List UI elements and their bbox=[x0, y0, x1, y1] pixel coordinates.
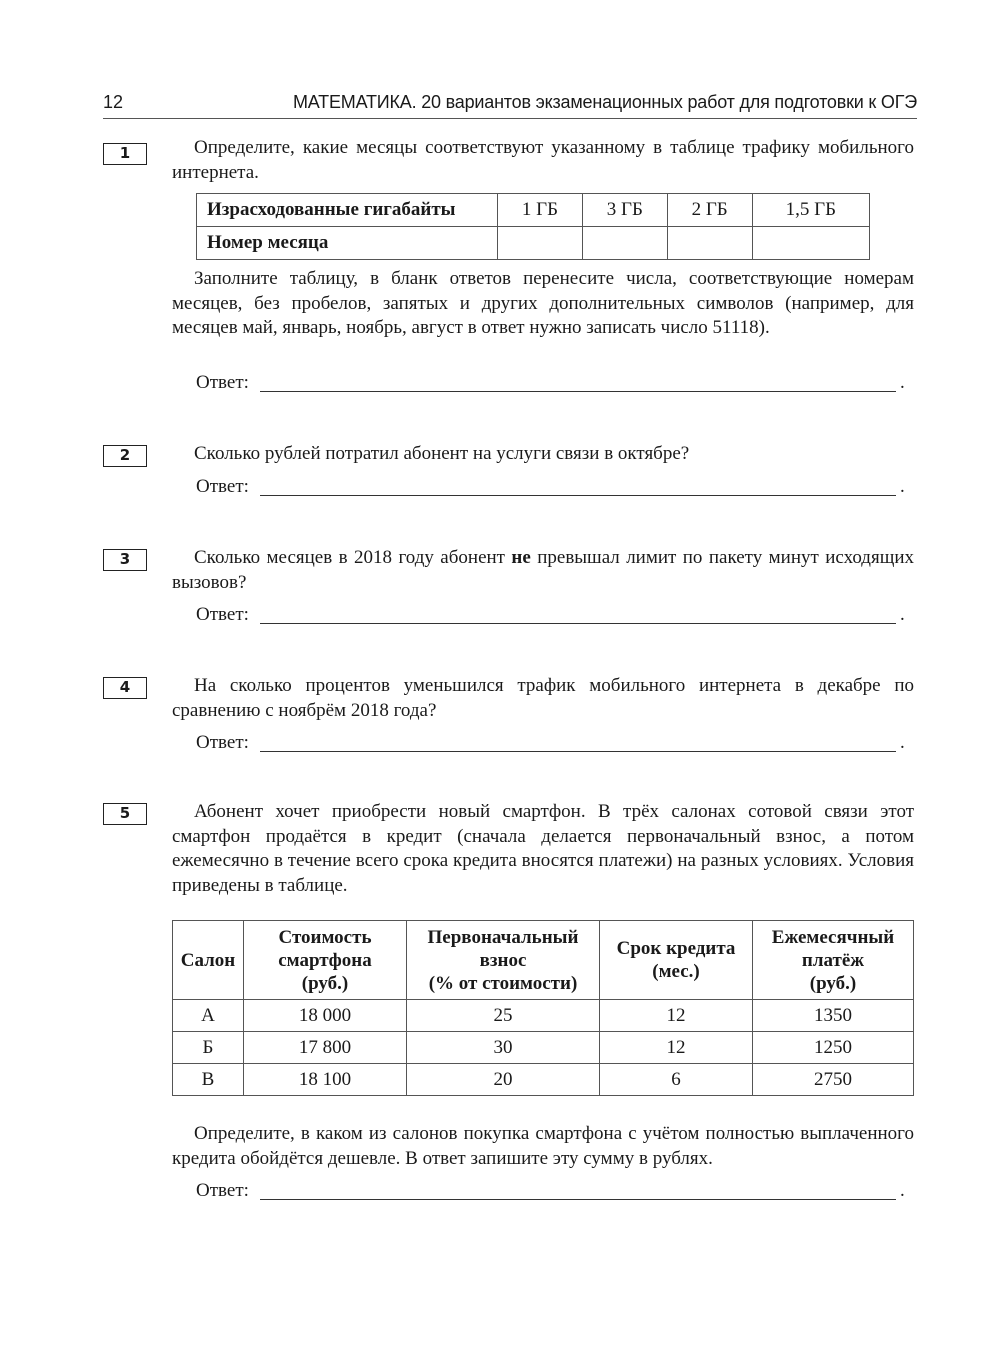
answer-line[interactable] bbox=[260, 1199, 896, 1200]
task-number-box: 1 bbox=[103, 143, 147, 165]
task-3-question-part: Сколько месяцев в 2018 году абонент bbox=[194, 547, 512, 568]
task-4-text bbox=[172, 674, 914, 723]
table-cell: 6 bbox=[600, 1064, 753, 1096]
answer-period: . bbox=[900, 1180, 905, 1201]
table-cell: 18 100 bbox=[244, 1064, 407, 1096]
table-cell: 18 000 bbox=[244, 1000, 407, 1032]
answer-line[interactable] bbox=[260, 751, 896, 752]
month-input-cell[interactable] bbox=[582, 227, 667, 260]
column-header-price: Стоимость смартфона (руб.) bbox=[244, 921, 407, 1000]
month-input-cell[interactable] bbox=[667, 227, 752, 260]
table-cell: А bbox=[173, 1000, 244, 1032]
table-cell: 25 bbox=[407, 1000, 600, 1032]
table-cell: 12 bbox=[600, 1032, 753, 1064]
task-number-box: 2 bbox=[103, 445, 147, 467]
table-cell: Б bbox=[173, 1032, 244, 1064]
table-cell: 17 800 bbox=[244, 1032, 407, 1064]
page-number: 12 bbox=[103, 92, 124, 112]
instructions-text: Заполните таблицу, в бланк ответов перенесите числа, соответствующие номерам месяцев, без пробелов, запятых и других дополнительных символов (например, для месяцев май, январь, ноябрь, август в ответ нужно записать число 51118). bbox=[172, 268, 914, 338]
task-5-table bbox=[172, 920, 914, 1096]
table-cell: 1,5 ГБ bbox=[752, 194, 869, 227]
table-cell: 3 ГБ bbox=[582, 194, 667, 227]
table-cell: 30 bbox=[407, 1032, 600, 1064]
table-cell: 12 bbox=[600, 1000, 753, 1032]
answer-field-1[interactable] bbox=[196, 372, 911, 396]
column-header-term: Срок кредита (мес.) bbox=[600, 921, 753, 1000]
task-5-text bbox=[172, 800, 914, 898]
answer-field-3[interactable] bbox=[196, 604, 911, 628]
answer-field-2[interactable] bbox=[196, 476, 911, 500]
answer-line[interactable] bbox=[260, 495, 896, 496]
answer-period: . bbox=[900, 732, 905, 753]
answer-field-5[interactable] bbox=[196, 1180, 911, 1204]
task-5-question bbox=[172, 1122, 914, 1171]
page-header bbox=[103, 90, 917, 119]
task-number-box: 5 bbox=[103, 803, 147, 825]
table-cell: 2 ГБ bbox=[667, 194, 752, 227]
task-5-question-text: Определите, в каком из салонов покупка смартфона с учётом полностью выплаченного кредита обойдётся дешевле. В ответ запишите эту сумму в рублях. bbox=[172, 1123, 914, 1169]
task-number-box: 4 bbox=[103, 677, 147, 699]
book-title: МАТЕМАТИКА. 20 вариантов экзаменационных работ для подготовки к ОГЭ bbox=[292, 92, 917, 112]
column-header-salon: Салон bbox=[173, 921, 244, 1000]
task-1-instructions bbox=[172, 267, 914, 341]
answer-line[interactable] bbox=[260, 391, 896, 392]
task-number-box: 3 bbox=[103, 549, 147, 571]
table-row bbox=[197, 194, 870, 227]
task-2-question: Сколько рублей потратил абонент на услуги связи в октябре? bbox=[194, 443, 690, 464]
answer-period: . bbox=[900, 604, 905, 625]
task-4-question: На сколько процентов уменьшился трафик мобильного интернета в декабре по сравнению с ноябрём 2018 года? bbox=[172, 675, 914, 721]
task-5-intro: Абонент хочет приобрести новый смартфон. В трёх салонах сотовой связи этот смартфон продаётся в кредит (сначала делается первоначальный взнос, а потом ежемесячно в течение всего срока кредита вносятся платежи) на разных условиях. Условия приведены в таблице. bbox=[172, 801, 914, 896]
task-3-question-part: превышал лимит по пакету минут исходящих вызовов? bbox=[172, 547, 914, 593]
column-header-monthly-payment: Ежемесячный платёж (руб.) bbox=[753, 921, 914, 1000]
task-3-text bbox=[172, 546, 914, 595]
table-row bbox=[197, 227, 870, 260]
task-2-text bbox=[172, 442, 914, 467]
table-cell: 1 ГБ bbox=[498, 194, 583, 227]
answer-field-4[interactable] bbox=[196, 732, 911, 756]
emphasis-not: не bbox=[511, 547, 531, 568]
answer-period: . bbox=[900, 372, 905, 393]
answer-label: Ответ: bbox=[196, 1180, 249, 1201]
table-row-header: Номер месяца bbox=[197, 227, 498, 260]
table-row-header: Израсходованные гигабайты bbox=[197, 194, 498, 227]
table-row bbox=[173, 1032, 914, 1064]
answer-period: . bbox=[900, 476, 905, 497]
answer-line[interactable] bbox=[260, 623, 896, 624]
table-header-row bbox=[173, 921, 914, 1000]
table-cell: 20 bbox=[407, 1064, 600, 1096]
table-row bbox=[173, 1064, 914, 1096]
answer-label: Ответ: bbox=[196, 476, 249, 497]
task-1-text bbox=[172, 136, 914, 185]
table-row bbox=[173, 1000, 914, 1032]
answer-label: Ответ: bbox=[196, 372, 249, 393]
task-1-table bbox=[196, 193, 870, 260]
answer-label: Ответ: bbox=[196, 732, 249, 753]
answer-label: Ответ: bbox=[196, 604, 249, 625]
month-input-cell[interactable] bbox=[498, 227, 583, 260]
table-cell: 1250 bbox=[753, 1032, 914, 1064]
table-cell: В bbox=[173, 1064, 244, 1096]
table-cell: 2750 bbox=[753, 1064, 914, 1096]
month-input-cell[interactable] bbox=[752, 227, 869, 260]
column-header-down-payment: Первоначальный взнос (% от стоимости) bbox=[407, 921, 600, 1000]
task-1-question: Определите, какие месяцы соответствуют указанному в таблице трафику мобильного интернета. bbox=[172, 137, 914, 183]
table-cell: 1350 bbox=[753, 1000, 914, 1032]
